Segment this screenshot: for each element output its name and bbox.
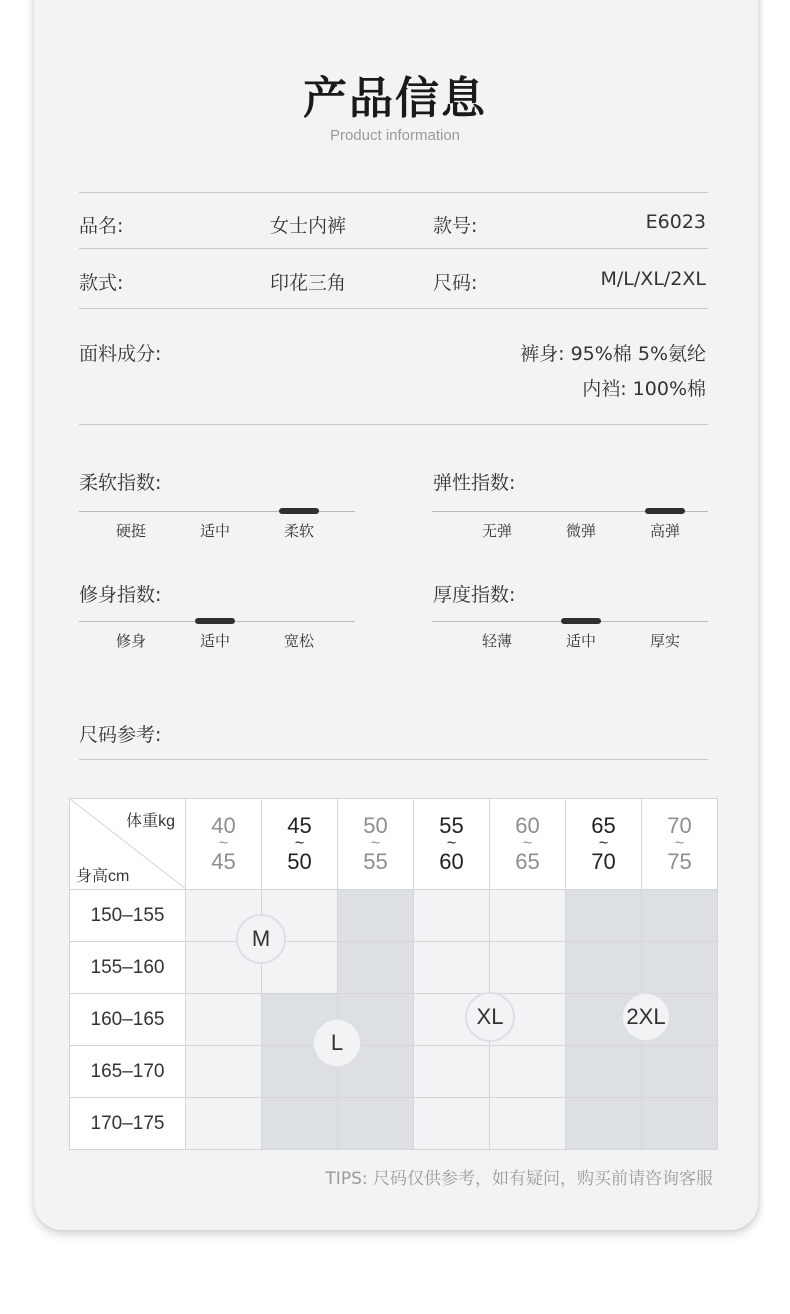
elasticity-title: 弹性指数: (433, 472, 516, 494)
table-row (70, 1098, 718, 1150)
divider (79, 192, 708, 193)
table-row (70, 1046, 718, 1098)
scale-indicator (645, 508, 685, 514)
table-cell (490, 1046, 566, 1098)
divider (79, 424, 708, 425)
table-cell (338, 942, 414, 994)
weight-col-header: 70 ~ 75 (642, 799, 718, 890)
fit-title: 修身指数: (79, 584, 162, 606)
size-badge-l: L (312, 1018, 362, 1068)
weight-axis-label: 体重kg (126, 813, 175, 830)
weight-col-header: 65 ~ 70 (566, 799, 642, 890)
table-cell (642, 1098, 718, 1150)
height-row-header: 160–165 (70, 994, 186, 1046)
page-subtitle: Product information (329, 127, 461, 144)
softness-title: 柔软指数: (79, 472, 162, 494)
height-row-header: 155–160 (70, 942, 186, 994)
divider (79, 308, 708, 309)
table-cell (490, 1098, 566, 1150)
name-label: 品名: (79, 215, 124, 237)
size-badge-2xl: 2XL (621, 992, 671, 1042)
scale-indicator (561, 618, 601, 624)
table-row (70, 942, 718, 994)
scale-label: 高弹 (649, 522, 680, 540)
weight-col-header: 50 ~ 55 (338, 799, 414, 890)
table-cell (490, 942, 566, 994)
table-cell (566, 1046, 642, 1098)
table-header-row (70, 799, 718, 890)
table-cell (414, 942, 490, 994)
thickness-title: 厚度指数: (433, 584, 516, 606)
scale-label: 柔软 (283, 522, 314, 540)
table-cell (566, 942, 642, 994)
divider (79, 759, 708, 760)
scale-indicator (279, 508, 319, 514)
height-row-header: 170–175 (70, 1098, 186, 1150)
height-axis-label: 身高cm (76, 868, 130, 885)
table-cell (414, 890, 490, 942)
height-row-header: 165–170 (70, 1046, 186, 1098)
weight-col-header: 60 ~ 65 (490, 799, 566, 890)
elasticity-scale (432, 504, 708, 544)
code-value: E6023 (645, 211, 706, 233)
code-label: 款号: (433, 215, 478, 237)
height-row-header: 150–155 (70, 890, 186, 942)
table-cell (490, 890, 566, 942)
scale-label: 适中 (199, 522, 230, 540)
size-badge-m: M (236, 914, 286, 964)
scale-label: 无弹 (481, 522, 512, 540)
scale-label: 适中 (565, 632, 596, 650)
size-reference-title: 尺码参考: (79, 724, 162, 746)
scale-label: 轻薄 (481, 632, 512, 650)
divider (79, 248, 708, 249)
table-cell (642, 1046, 718, 1098)
table-row (70, 890, 718, 942)
fabric-body-value: 裤身: 95%棉 5%氨纶 (520, 343, 706, 365)
style-label: 款式: (79, 272, 124, 294)
weight-col-header: 55 ~ 60 (414, 799, 490, 890)
weight-col-header: 45 ~ 50 (262, 799, 338, 890)
page-title: 产品信息 (303, 73, 487, 124)
thickness-scale (432, 614, 708, 654)
softness-scale (79, 504, 355, 544)
table-cell (414, 1098, 490, 1150)
fabric-lining-value: 内裆: 100%棉 (582, 378, 706, 400)
table-cell (262, 1098, 338, 1150)
table-cell (186, 1098, 262, 1150)
fit-scale (79, 614, 355, 654)
table-cell (338, 1098, 414, 1150)
size-chart-table (69, 798, 718, 1150)
table-cell (566, 890, 642, 942)
size-badge-xl: XL (465, 992, 515, 1042)
table-cell (338, 890, 414, 942)
scale-label: 适中 (199, 632, 230, 650)
scale-label: 微弹 (565, 522, 596, 540)
table-cell (642, 942, 718, 994)
table-cell (186, 994, 262, 1046)
size-label: 尺码: (433, 272, 478, 294)
table-cell (414, 1046, 490, 1098)
tips-note: TIPS: 尺码仅供参考，如有疑问，购买前请咨询客服 (325, 1169, 713, 1189)
weight-col-header: 40 ~ 45 (186, 799, 262, 890)
name-value: 女士内裤 (270, 215, 347, 237)
scale-indicator (195, 618, 235, 624)
table-cell (186, 1046, 262, 1098)
style-value: 印花三角 (270, 272, 347, 294)
fabric-label: 面料成分: (79, 343, 162, 365)
scale-label: 硬挺 (115, 522, 146, 540)
scale-label: 厚实 (649, 632, 680, 650)
scale-label: 宽松 (283, 632, 314, 650)
scale-label: 修身 (115, 632, 146, 650)
corner-cell (70, 799, 186, 890)
table-cell (566, 1098, 642, 1150)
table-cell (642, 890, 718, 942)
size-value: M/L/XL/2XL (600, 268, 706, 290)
